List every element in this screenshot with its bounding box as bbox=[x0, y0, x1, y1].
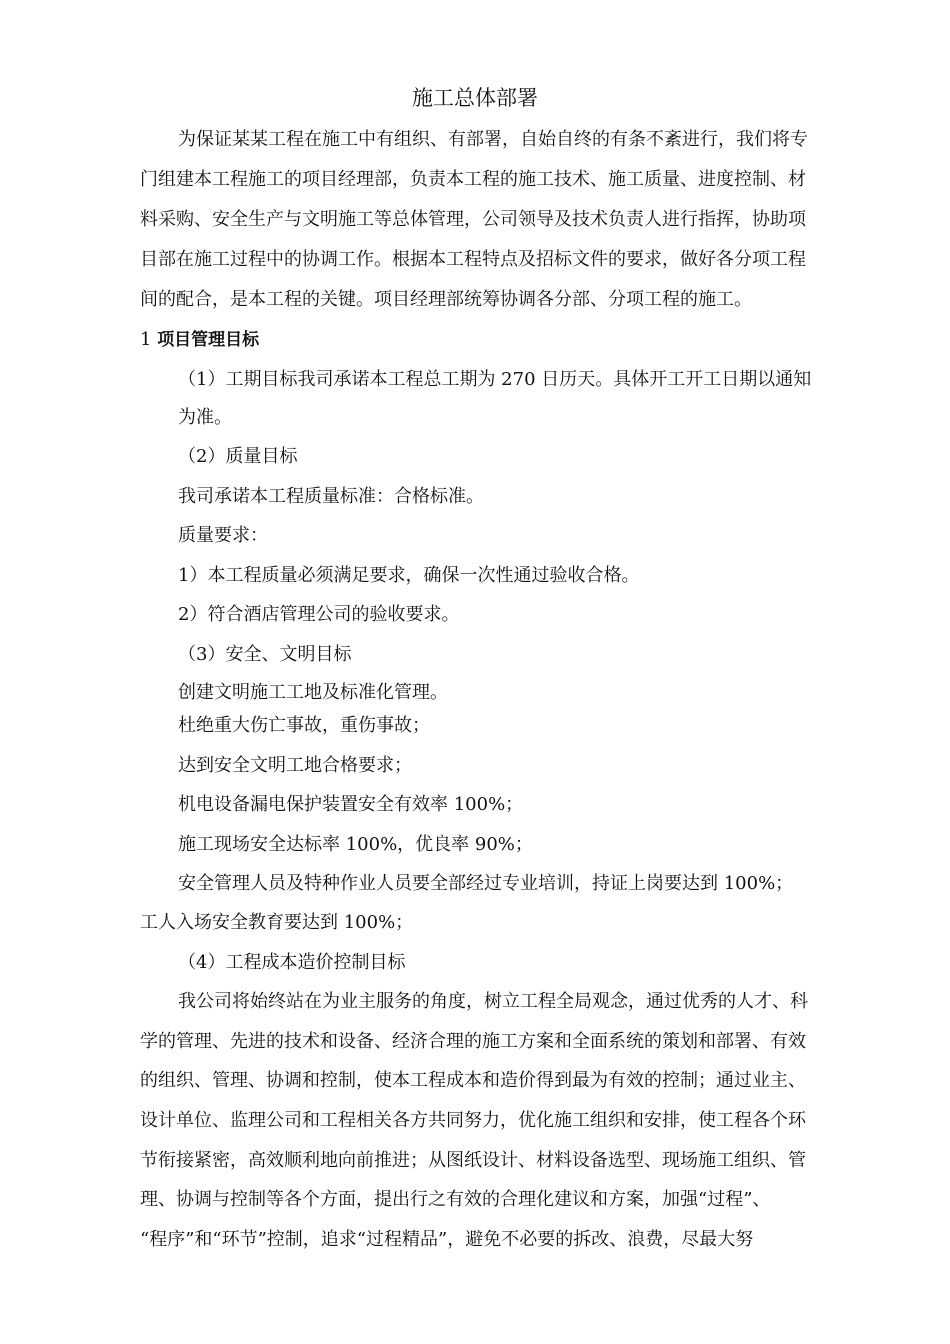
cost-paragraph-line: 的组织、管理、协调和控制，使本工程成本和造价得到最为有效的控制；通过业主、 bbox=[140, 1070, 806, 1091]
cost-paragraph-line: 学的管理、先进的技术和设备、经济合理的施工方案和全面系统的策划和部署、有效 bbox=[140, 1031, 806, 1052]
safety-item: 工人入场安全教育要达到 100%； bbox=[140, 912, 414, 933]
section-number: 1 bbox=[140, 329, 152, 350]
safety-item: 安全管理人员及特种作业人员要全部经过专业培训，持证上岗要达到 100%； bbox=[178, 873, 794, 894]
safety-heading: （3）安全、文明目标 bbox=[178, 644, 352, 665]
quality-standard: 我司承诺本工程质量标准：合格标准。 bbox=[178, 486, 484, 507]
document-title: 施工总体部署 bbox=[412, 86, 538, 110]
quality-requirement: 2）符合酒店管理公司的验收要求。 bbox=[178, 604, 460, 625]
safety-item: 达到安全文明工地合格要求； bbox=[178, 755, 412, 776]
section-title: 项目管理目标 bbox=[157, 330, 260, 350]
cost-paragraph-line: 理、协调与控制等各个方面，提出行之有效的合理化建议和方案，加强“过程”、 bbox=[140, 1189, 771, 1210]
safety-item: 杜绝重大伤亡事故，重伤事故； bbox=[178, 715, 430, 736]
cost-heading: （4）工程成本造价控制目标 bbox=[178, 952, 406, 973]
intro-line: 目部在施工过程中的协调工作。根据本工程特点及招标文件的要求，做好各分项工程 bbox=[140, 249, 806, 270]
intro-line: 为保证某某工程在施工中有组织、有部署，自始自终的有条不紊进行，我们将专 bbox=[178, 129, 808, 150]
intro-line: 间的配合，是本工程的关键。项目经理部统筹协调各分部、分项工程的施工。 bbox=[140, 289, 752, 310]
section-heading bbox=[140, 328, 259, 352]
quality-heading: （2）质量目标 bbox=[178, 446, 298, 467]
quality-requirements-label: 质量要求： bbox=[178, 525, 268, 546]
safety-item: 机电设备漏电保护装置安全有效率 100%； bbox=[178, 794, 524, 815]
cost-paragraph-line: 节衔接紧密，高效顺利地向前推进；从图纸设计、材料设备选型、现场施工组织、管 bbox=[140, 1150, 806, 1171]
safety-item: 创建文明施工工地及标准化管理。 bbox=[178, 682, 448, 703]
schedule-goal-line: 为准。 bbox=[178, 407, 232, 428]
safety-item: 施工现场安全达标率 100%，优良率 90%； bbox=[178, 834, 533, 855]
intro-line: 料采购、安全生产与文明施工等总体管理，公司领导及技术负责人进行指挥，协助项 bbox=[140, 209, 806, 230]
cost-paragraph-line: “程序”和“环节”控制，追求“过程精品”，避免不必要的拆改、浪费，尽最大努 bbox=[140, 1229, 754, 1250]
intro-line: 门组建本工程施工的项目经理部，负责本工程的施工技术、施工质量、进度控制、材 bbox=[140, 169, 806, 190]
schedule-goal-line: （1）工期目标我司承诺本工程总工期为 270 日历天。具体开工开工日期以通知 bbox=[178, 369, 812, 390]
cost-paragraph-line: 我公司将始终站在为业主服务的角度，树立工程全局观念，通过优秀的人才、科 bbox=[178, 991, 808, 1012]
cost-paragraph-line: 设计单位、监理公司和工程相关各方共同努力，优化施工组织和安排，使工程各个环 bbox=[140, 1110, 806, 1131]
quality-requirement: 1）本工程质量必须满足要求，确保一次性通过验收合格。 bbox=[178, 565, 640, 586]
